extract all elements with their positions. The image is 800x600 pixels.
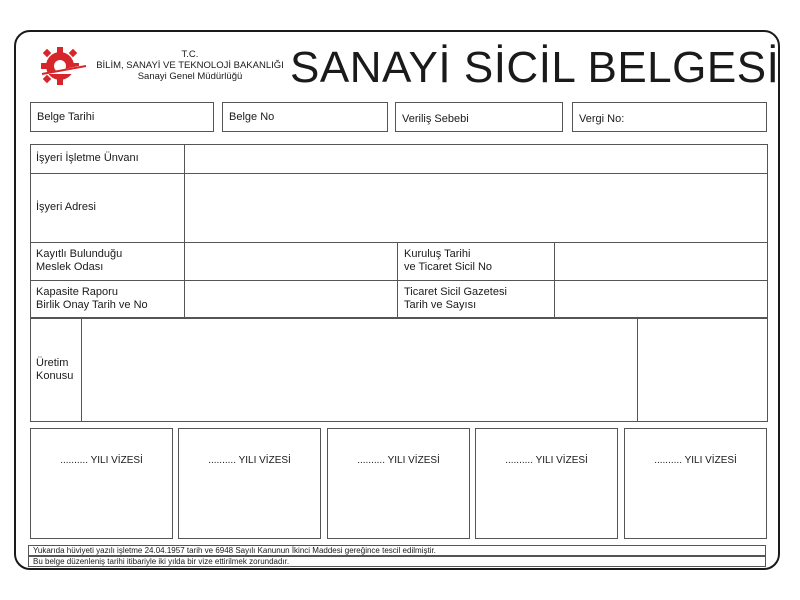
meslek-odasi-label	[36, 248, 122, 274]
kapasite-label-line2: Birlik Onay Tarih ve No	[36, 299, 148, 311]
uretim-konusu-label	[36, 357, 73, 383]
gazete-label	[404, 286, 507, 312]
ministry-logo-icon	[36, 44, 94, 86]
belge-no-label: Belge No	[229, 111, 275, 123]
kurulus-value[interactable]	[556, 243, 767, 279]
vergi-no-label: Vergi No:	[579, 113, 625, 125]
footer-note-visa: Bu belge düzenleniş tarihi itibariyle iki yılda bir vize ettirilmek zorundadır.	[28, 556, 766, 567]
kapasite-value[interactable]	[186, 281, 396, 317]
vize-box[interactable]	[475, 428, 618, 539]
vize-label: .......... YILI VİZESİ	[357, 455, 440, 466]
vize-box[interactable]	[624, 428, 767, 539]
uretim-label-line1: Üretim	[36, 357, 69, 369]
vize-label: .......... YILI VİZESİ	[654, 455, 737, 466]
ministry-line-directorate: Sanayi Genel Müdürlüğü	[137, 71, 243, 82]
vize-label: .......... YILI VİZESİ	[208, 455, 291, 466]
table-divider	[554, 242, 555, 318]
meslek-odasi-label-line2: Meslek Odası	[36, 261, 104, 273]
belge-tarihi-field[interactable]	[30, 102, 214, 132]
kapasite-label-line1: Kapasite Raporu	[36, 286, 118, 298]
vize-box[interactable]	[327, 428, 470, 539]
isyeri-adresi-label: İşyeri Adresi	[36, 201, 96, 213]
vize-label: .......... YILI VİZESİ	[505, 455, 588, 466]
gazete-label-line1: Ticaret Sicil Gazetesi	[404, 286, 507, 298]
gazete-value[interactable]	[556, 281, 767, 317]
kurulus-label	[404, 248, 492, 274]
meslek-odasi-label-line1: Kayıtlı Bulunduğu	[36, 248, 123, 260]
vize-box[interactable]	[30, 428, 173, 539]
gazete-label-line2: Tarih ve Sayısı	[404, 299, 477, 311]
vize-label: .......... YILI VİZESİ	[60, 455, 143, 466]
belge-no-field[interactable]	[222, 102, 388, 132]
ministry-line-name: BİLİM, SANAYİ VE TEKNOLOJİ BAKANLIĞI	[96, 60, 284, 71]
table-divider	[184, 144, 185, 318]
isyeri-unvani-label: İşyeri İşletme Ünvanı	[36, 152, 139, 164]
belge-tarihi-label: Belge Tarihi	[37, 111, 95, 123]
verilis-sebebi-field[interactable]	[395, 102, 563, 132]
kapasite-label	[36, 286, 148, 312]
uretim-konusu-value[interactable]	[82, 319, 636, 421]
vergi-no-field[interactable]	[572, 102, 767, 132]
verilis-sebebi-label: Veriliş Sebebi	[402, 113, 469, 125]
ministry-line-tc: T.C.	[181, 49, 199, 60]
isyeri-adresi-value[interactable]	[186, 174, 767, 241]
vize-box[interactable]	[178, 428, 321, 539]
kurulus-label-line2: ve Ticaret Sicil No	[404, 261, 493, 273]
page-title: SANAYİ SİCİL BELGESİ	[290, 43, 780, 92]
kurulus-label-line1: Kuruluş Tarihi	[404, 248, 471, 260]
isyeri-unvani-value[interactable]	[186, 145, 767, 172]
ministry-name	[96, 49, 284, 82]
meslek-odasi-value[interactable]	[186, 243, 396, 279]
uretim-label-line2: Konusu	[36, 370, 74, 382]
footer-note-registration: Yukarıda hüviyeti yazılı işletme 24.04.1957 tarih ve 6948 Sayılı Kanunun İkinci Maddesi gereğince tescil edilmiştir.	[28, 545, 766, 556]
uretim-extra-cell[interactable]	[638, 319, 767, 421]
table-divider	[397, 242, 398, 318]
